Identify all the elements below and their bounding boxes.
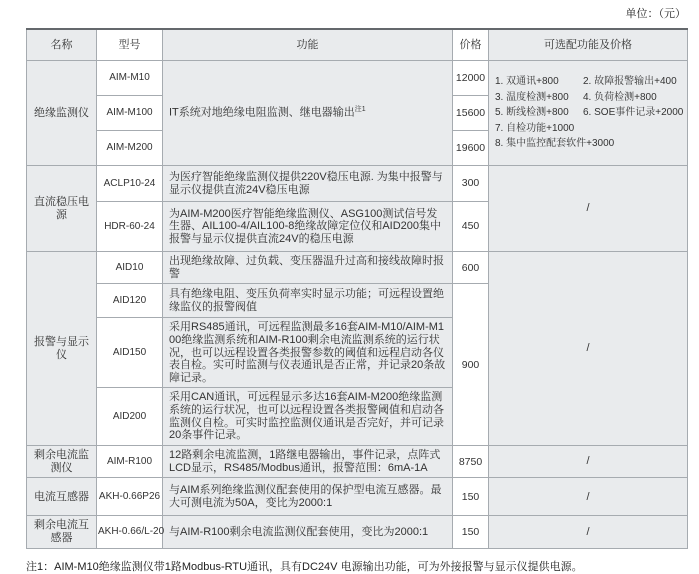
group-name-residual-monitor: 剩余电流监测仪 <box>27 446 97 478</box>
price-aim-m10: 12000 <box>453 61 489 96</box>
model-akh-066p26: AKH-0.66P26 <box>97 478 163 516</box>
optional-akh-066p26: / <box>489 478 688 516</box>
option-line <box>495 121 681 137</box>
table-row <box>27 478 688 516</box>
option-item-5: 5. 断线检测+800 <box>495 107 569 119</box>
option-line <box>495 105 684 121</box>
optional-aim-r100: / <box>489 446 688 478</box>
price-aid120-aid200: 900 <box>453 284 489 446</box>
price-spec-table <box>26 28 688 549</box>
model-hdr-60-24: HDR-60-24 <box>97 202 163 252</box>
model-aim-m200: AIM-M200 <box>97 131 163 166</box>
model-akh-066l20: AKH-0.66/L-20 <box>97 516 163 548</box>
header-function: 功能 <box>163 29 453 61</box>
model-aid150: AID150 <box>97 318 163 388</box>
optional-alarm-display: / <box>489 252 688 446</box>
function-aim-r100: 12路剩余电流监测，1路继电器输出，事件记录，点阵式LCD显示，RS485/Modbus通讯，报警范围：6mA-1A <box>163 446 453 478</box>
model-aim-r100: AIM-R100 <box>97 446 163 478</box>
model-aim-m100: AIM-M100 <box>97 96 163 131</box>
option-item-1: 1. 双通讯+800 <box>495 76 559 88</box>
header-price: 价格 <box>453 29 489 61</box>
optional-akh-066l20: / <box>489 516 688 548</box>
table-header-row <box>27 29 688 61</box>
group-name-insulation: 绝缘监测仪 <box>27 61 97 166</box>
header-name: 名称 <box>27 29 97 61</box>
option-item-3: 3. 温度检测+800 <box>495 91 569 103</box>
price-aclp10-24: 300 <box>453 166 489 202</box>
option-line <box>495 90 681 106</box>
option-line <box>495 136 681 152</box>
function-aid200: 采用CAN通讯，可远程显示多达16套AIM-M200绝缘监测系统的运行状况，也可以远程设置各类报警阈值和启动各监测仪自检。可实时监控监测仪通讯是否完好，并可记录20条事件记录。 <box>163 388 453 446</box>
footnote-note1: 注1：AIM-M10绝缘监测仪带1路Modbus-RTU通讯，具有DC24V 电源输出功能，可为外接报警与显示仪提供电源。 <box>26 560 583 573</box>
price-aid10: 600 <box>453 252 489 284</box>
table-row <box>27 166 688 202</box>
price-aim-m200: 19600 <box>453 131 489 166</box>
group-name-current-transformer: 电流互感器 <box>27 478 97 516</box>
model-aclp10-24: ACLP10-24 <box>97 166 163 202</box>
options-insulation <box>489 61 688 166</box>
price-akh-066l20: 150 <box>453 516 489 548</box>
table-row <box>27 446 688 478</box>
option-line <box>495 74 681 90</box>
model-aid200: AID200 <box>97 388 163 446</box>
price-aim-m100: 15600 <box>453 96 489 131</box>
option-item-2: 2. 故障报警输出+400 <box>583 76 677 88</box>
function-aid10: 出现绝缘故障、过负载、变压器温升过高和接线故障时报警 <box>163 252 453 284</box>
function-insulation <box>163 61 453 166</box>
model-aim-m10: AIM-M10 <box>97 61 163 96</box>
function-hdr-60-24: 为AIM-M200医疗智能绝缘监测仪、ASG100测试信号发生器、AIL100-4/AIL100-8绝缘故障定位仪和AID200集中报警与显示仪提供直流24V的稳压电源 <box>163 202 453 252</box>
option-item-8: 8. 集中监控配套软件+3000 <box>495 138 615 150</box>
function-aid120: 具有绝缘电阻、变压负荷率实时显示功能；可远程设置绝缘监仪的报警阀值 <box>163 284 453 318</box>
price-hdr-60-24: 450 <box>453 202 489 252</box>
function-insulation-note: 注1 <box>354 106 366 114</box>
table-row <box>27 516 688 548</box>
model-aid120: AID120 <box>97 284 163 318</box>
optional-dc-power: / <box>489 166 688 252</box>
price-aim-r100: 8750 <box>453 446 489 478</box>
header-model: 型号 <box>97 29 163 61</box>
unit-label: 单位：（元） <box>625 8 686 20</box>
group-name-alarm-display: 报警与显示仪 <box>27 252 97 446</box>
page-container <box>26 5 687 574</box>
table-row <box>27 252 688 284</box>
price-akh-066p26: 150 <box>453 478 489 516</box>
header-optional: 可选配功能及价格 <box>489 29 688 61</box>
function-akh-066p26: 与AIM系列绝缘监测仪配套使用的保护型电流互感器。最大可测电流为50A，变比为2000:1 <box>163 478 453 516</box>
option-item-4: 4. 负荷检测+800 <box>583 91 657 103</box>
function-insulation-text: IT系统对地绝缘电阻监测、继电器输出 <box>169 107 355 119</box>
option-item-7: 7. 自检功能+1000 <box>495 122 575 134</box>
function-aid150: 采用RS485通讯，可远程监测最多16套AIM-M10/AIM-M100绝缘监测系统和AIM-R100剩余电流监测系统的运行状况，也可以远程设置各类报警参数的阈值和远程启动各仪表自检。实可时监测与仪表通讯是否正常，并记录20条故障记录。 <box>163 318 453 388</box>
option-item-6: 6. SOE事件记录+2000 <box>583 107 684 119</box>
model-aid10: AID10 <box>97 252 163 284</box>
function-aclp10-24: 为医疗智能绝缘监测仪提供220V稳压电源. 为集中报警与显示仪提供直流24V稳压电源 <box>163 166 453 202</box>
table-row <box>27 61 688 96</box>
function-akh-066l20: 与AIM-R100剩余电流监测仪配套使用，变比为2000:1 <box>163 516 453 548</box>
group-name-dc-power: 直流稳压电源 <box>27 166 97 252</box>
group-name-residual-ct: 剩余电流互感器 <box>27 516 97 548</box>
